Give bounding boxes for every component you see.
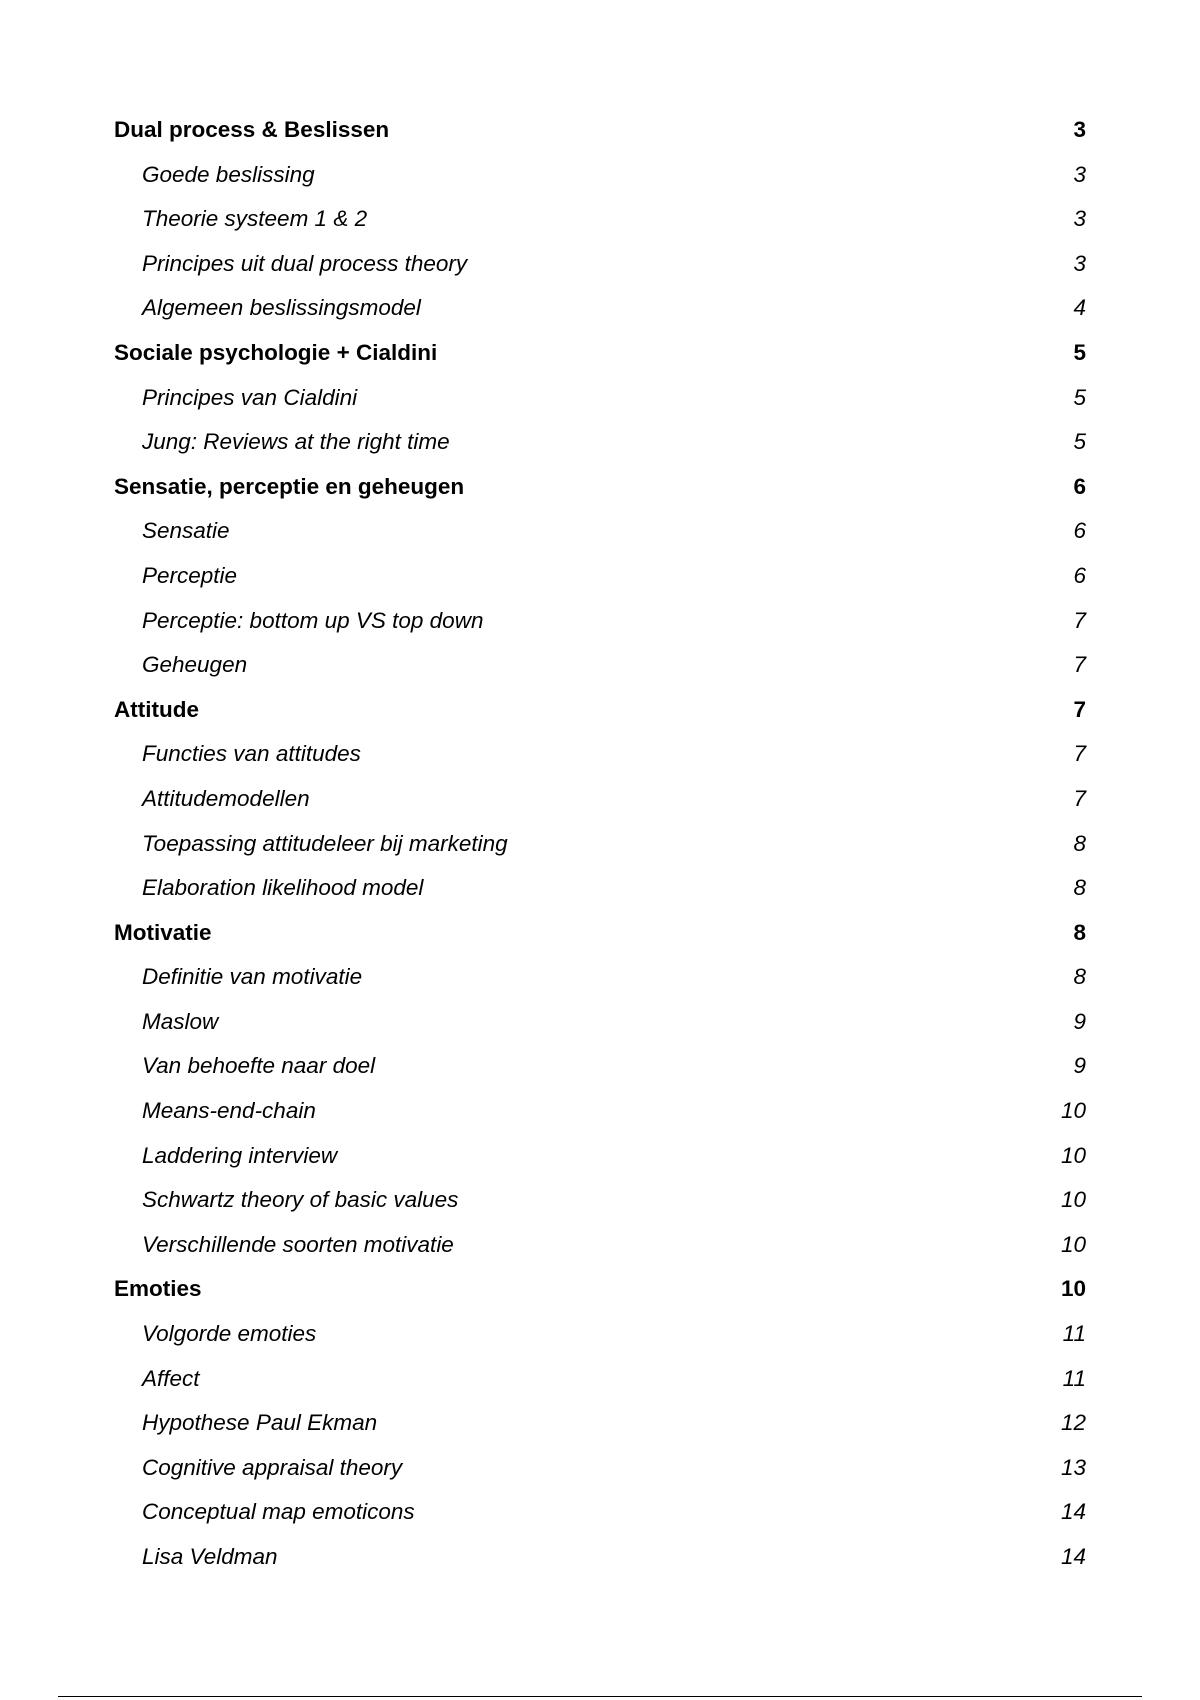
toc-entry-title: Means-end-chain — [142, 1098, 316, 1124]
toc-entry[interactable] — [114, 1044, 1086, 1089]
toc-section-emoties[interactable] — [114, 1267, 1086, 1312]
toc-entry-title: Definitie van motivatie — [142, 964, 363, 990]
toc-page-number: 5 — [1073, 384, 1086, 410]
toc-entry[interactable] — [114, 732, 1086, 777]
toc-page-number: 10 — [1060, 1276, 1086, 1302]
toc-page-number: 5 — [1073, 339, 1086, 365]
toc-page-number: 3 — [1073, 117, 1086, 142]
toc-entry[interactable] — [114, 420, 1086, 465]
toc-page-number: 10 — [1060, 1142, 1086, 1168]
toc-section-motivatie[interactable] — [114, 911, 1086, 956]
toc-entry[interactable] — [114, 1490, 1086, 1535]
toc-section-dual-process[interactable] — [114, 108, 1086, 153]
toc-entry-title: Affect — [142, 1365, 200, 1391]
toc-entry-title: Lisa Veldman — [142, 1544, 278, 1569]
toc-entry-title: Algemeen beslissingsmodel — [142, 295, 421, 321]
table-of-contents — [114, 108, 1086, 1580]
toc-entry[interactable] — [114, 1401, 1086, 1446]
toc-section-sociale-psychologie[interactable] — [114, 331, 1086, 376]
toc-entry-title: Perceptie: bottom up VS top down — [142, 607, 484, 633]
toc-entry[interactable] — [114, 376, 1086, 421]
toc-page-number: 8 — [1073, 919, 1086, 945]
toc-page-number: 11 — [1062, 1321, 1086, 1347]
toc-page-number: 5 — [1073, 429, 1086, 455]
toc-entry-title: Goede beslissing — [142, 161, 315, 187]
toc-page-number: 10 — [1060, 1187, 1086, 1213]
toc-page-number: 3 — [1073, 250, 1086, 276]
toc-page-number: 7 — [1073, 785, 1086, 811]
toc-section-title: Sensatie, perceptie en geheugen — [114, 473, 465, 499]
toc-page-number: 3 — [1073, 161, 1086, 187]
toc-section-attitude[interactable] — [114, 688, 1086, 733]
toc-section-title: Attitude — [114, 696, 199, 722]
toc-entry-title: Maslow — [142, 1008, 219, 1034]
toc-entry-title: Hypothese Paul Ekman — [142, 1410, 378, 1436]
toc-entry[interactable] — [114, 1357, 1086, 1402]
toc-entry[interactable] — [114, 777, 1086, 822]
toc-page-number: 7 — [1073, 696, 1086, 722]
toc-entry[interactable] — [114, 286, 1086, 331]
toc-entry-title: Theorie systeem 1 & 2 — [142, 206, 368, 232]
toc-entry-title: Jung: Reviews at the right time — [142, 429, 450, 455]
toc-entry-title: Toepassing attitudeleer bij marketing — [142, 830, 508, 856]
toc-page-number: 8 — [1073, 964, 1086, 990]
toc-entry[interactable] — [114, 599, 1086, 644]
toc-entry[interactable] — [114, 1312, 1086, 1357]
toc-page-number: 7 — [1073, 741, 1086, 767]
toc-entry-title: Laddering interview — [142, 1142, 338, 1168]
toc-section-title: Dual process & Beslissen — [114, 117, 390, 142]
toc-entry[interactable] — [114, 1446, 1086, 1491]
toc-page-number: 7 — [1073, 652, 1086, 678]
toc-entry[interactable] — [114, 822, 1086, 867]
toc-entry-title: Principes van Cialdini — [142, 384, 358, 410]
toc-entry-title: Perceptie — [142, 562, 238, 588]
toc-section-title: Motivatie — [114, 919, 212, 945]
toc-page-number: 9 — [1073, 1008, 1086, 1034]
toc-entry-title: Elaboration likelihood model — [142, 875, 424, 901]
toc-page-number: 13 — [1060, 1454, 1086, 1480]
toc-entry[interactable] — [114, 1223, 1086, 1268]
toc-section-sensatie[interactable] — [114, 465, 1086, 510]
toc-entry-title: Principes uit dual process theory — [142, 250, 468, 276]
toc-entry-title: Cognitive appraisal theory — [142, 1454, 403, 1480]
toc-page-number: 10 — [1060, 1098, 1086, 1124]
toc-page-number: 12 — [1060, 1410, 1086, 1436]
toc-section-title: Emoties — [114, 1276, 202, 1302]
toc-page-number: 8 — [1073, 875, 1086, 901]
toc-entry[interactable] — [114, 1000, 1086, 1045]
toc-entry[interactable] — [114, 554, 1086, 599]
toc-page-number: 6 — [1073, 473, 1086, 499]
toc-entry-title: Verschillende soorten motivatie — [142, 1231, 454, 1257]
toc-page-number: 6 — [1073, 562, 1086, 588]
toc-page-number: 4 — [1073, 295, 1086, 321]
toc-page-number: 6 — [1073, 518, 1086, 544]
toc-entry[interactable] — [114, 509, 1086, 554]
toc-entry[interactable] — [114, 1178, 1086, 1223]
toc-page-number: 14 — [1060, 1544, 1086, 1569]
toc-entry[interactable] — [114, 643, 1086, 688]
toc-page-number: 14 — [1060, 1499, 1086, 1525]
toc-page-number: 10 — [1060, 1231, 1086, 1257]
toc-entry[interactable] — [114, 1535, 1086, 1580]
toc-page-number: 11 — [1062, 1365, 1086, 1391]
toc-page-number: 3 — [1073, 206, 1086, 232]
footer-divider — [58, 1696, 1142, 1697]
toc-page-number: 9 — [1073, 1053, 1086, 1079]
toc-entry-title: Attitudemodellen — [142, 785, 310, 811]
toc-entry-title: Geheugen — [142, 652, 248, 678]
toc-entry[interactable] — [114, 242, 1086, 287]
toc-page-number: 7 — [1073, 607, 1086, 633]
toc-entry-title: Schwartz theory of basic values — [142, 1187, 459, 1213]
toc-entry[interactable] — [114, 1089, 1086, 1134]
toc-entry[interactable] — [114, 197, 1086, 242]
toc-entry-title: Functies van attitudes — [142, 741, 361, 767]
toc-entry[interactable] — [114, 1134, 1086, 1179]
toc-section-title: Sociale psychologie + Cialdini — [114, 339, 438, 365]
toc-page-number: 8 — [1073, 830, 1086, 856]
toc-entry[interactable] — [114, 866, 1086, 911]
toc-entry-title: Conceptual map emoticons — [142, 1499, 415, 1525]
toc-entry-title: Volgorde emoties — [142, 1321, 317, 1347]
toc-entry-title: Sensatie — [142, 518, 230, 544]
toc-entry[interactable] — [114, 955, 1086, 1000]
toc-entry[interactable] — [114, 153, 1086, 198]
toc-entry-title: Van behoefte naar doel — [142, 1053, 376, 1079]
